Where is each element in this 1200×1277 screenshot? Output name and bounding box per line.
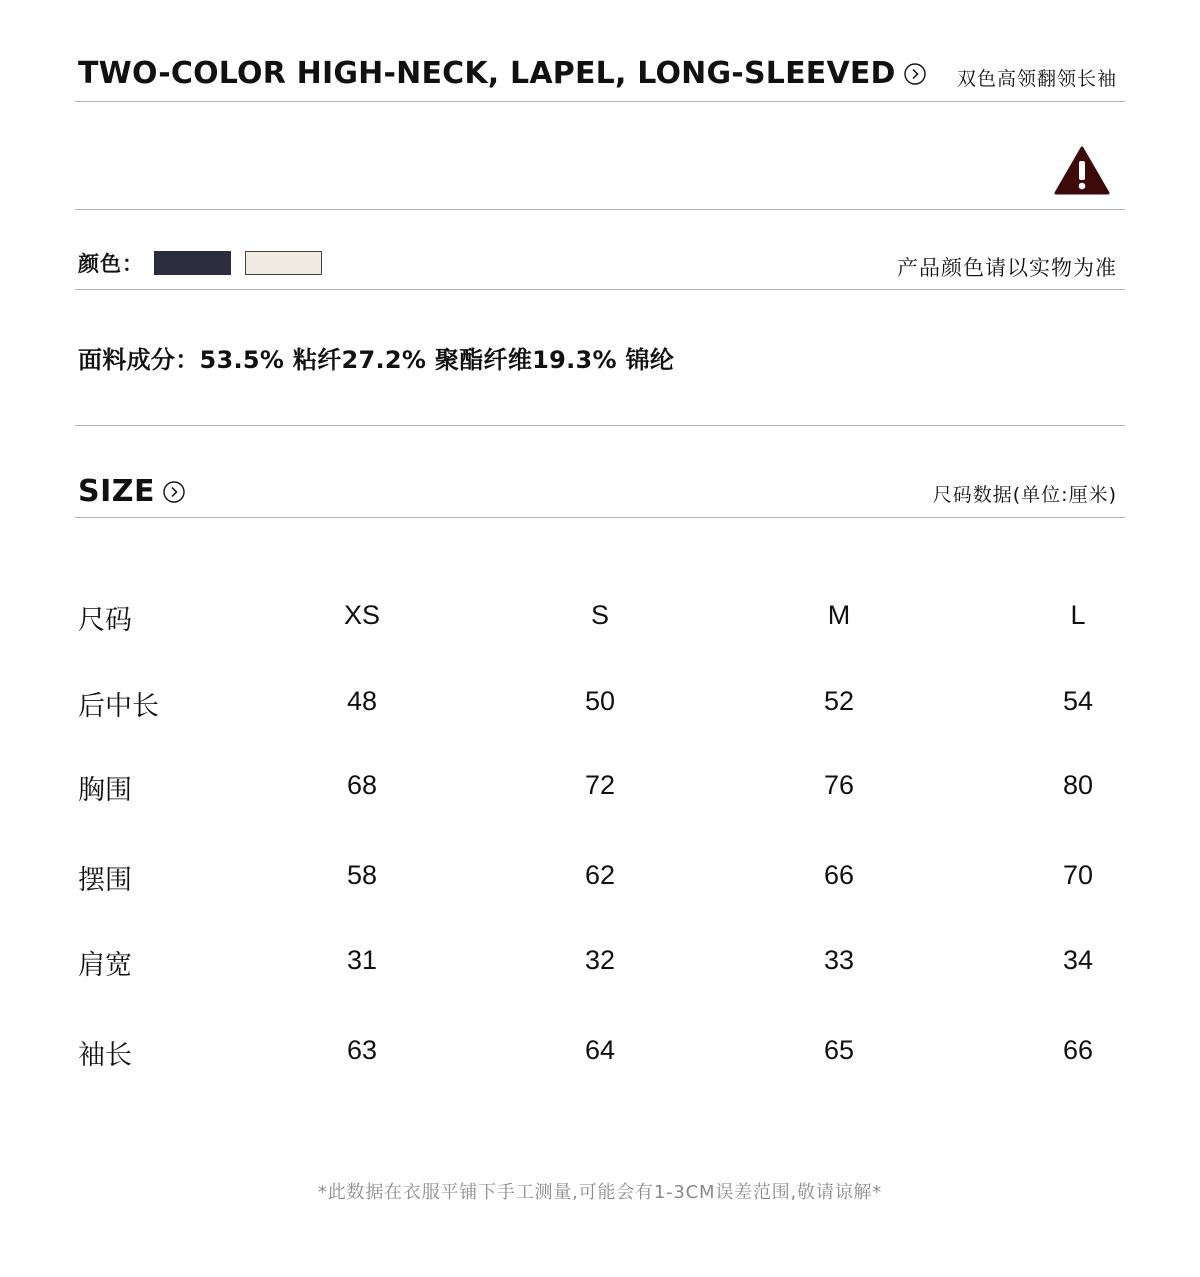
divider xyxy=(75,101,1125,102)
divider xyxy=(75,209,1125,210)
measurement-footnote: *此数据在衣服平铺下手工测量,可能会有1-3CM误差范围,敬请谅解* xyxy=(317,1182,883,1203)
size-unit-note: 尺码数据(单位:厘米) xyxy=(932,484,1117,506)
size-header-label: 尺码 xyxy=(78,605,132,636)
table-row xyxy=(0,858,1200,898)
table-row xyxy=(0,768,1200,808)
size-table-header xyxy=(0,598,1200,638)
product-title: TWO-COLOR HIGH-NECK, LAPEL, LONG-SLEEVED xyxy=(78,56,896,91)
table-cell: 34 xyxy=(1062,945,1094,975)
color-swatch-cream[interactable] xyxy=(245,251,322,275)
table-cell: 76 xyxy=(823,770,855,800)
divider xyxy=(75,289,1125,290)
table-cell: 70 xyxy=(1062,860,1094,890)
color-disclaimer: 产品颜色请以实物为准 xyxy=(897,256,1117,280)
table-cell: 65 xyxy=(823,1035,855,1065)
fabric-composition: 面料成分：53.5% 粘纤27.2% 聚酯纤维19.3% 锦纶 xyxy=(78,346,675,374)
size-col-m: M xyxy=(827,600,851,630)
table-cell: 50 xyxy=(584,686,616,716)
divider xyxy=(75,517,1125,518)
table-cell: 54 xyxy=(1062,686,1094,716)
size-col-xs: XS xyxy=(343,600,381,630)
table-cell: 48 xyxy=(346,686,378,716)
table-cell: 72 xyxy=(584,770,616,800)
size-heading-row xyxy=(78,474,185,509)
table-cell: 52 xyxy=(823,686,855,716)
chevron-circle-icon xyxy=(904,63,926,85)
row-label: 胸围 xyxy=(78,775,132,806)
product-title-row xyxy=(78,56,926,91)
table-row xyxy=(0,684,1200,724)
table-cell: 58 xyxy=(346,860,378,890)
color-swatch-navy[interactable] xyxy=(154,251,231,275)
color-label: 颜色： xyxy=(78,252,144,276)
table-row xyxy=(0,1033,1200,1073)
size-heading: SIZE xyxy=(78,474,156,509)
table-cell: 80 xyxy=(1062,770,1094,800)
table-cell: 64 xyxy=(584,1035,616,1065)
table-cell: 33 xyxy=(823,945,855,975)
table-cell: 32 xyxy=(584,945,616,975)
table-cell: 63 xyxy=(346,1035,378,1065)
chevron-circle-icon xyxy=(163,481,185,503)
row-label: 肩宽 xyxy=(78,950,132,981)
size-col-s: S xyxy=(590,600,609,630)
table-cell: 62 xyxy=(584,860,616,890)
warning-icon xyxy=(1054,146,1110,196)
color-row xyxy=(78,248,322,278)
row-label: 后中长 xyxy=(78,691,159,722)
table-cell: 66 xyxy=(1062,1035,1094,1065)
table-cell: 31 xyxy=(346,945,378,975)
row-label: 袖长 xyxy=(78,1040,132,1071)
row-label: 摆围 xyxy=(78,865,132,896)
table-cell: 66 xyxy=(823,860,855,890)
table-row xyxy=(0,943,1200,983)
table-cell: 68 xyxy=(346,770,378,800)
size-col-l: L xyxy=(1070,600,1086,630)
product-title-cn: 双色高领翻领长袖 xyxy=(956,68,1117,90)
divider xyxy=(75,425,1125,426)
